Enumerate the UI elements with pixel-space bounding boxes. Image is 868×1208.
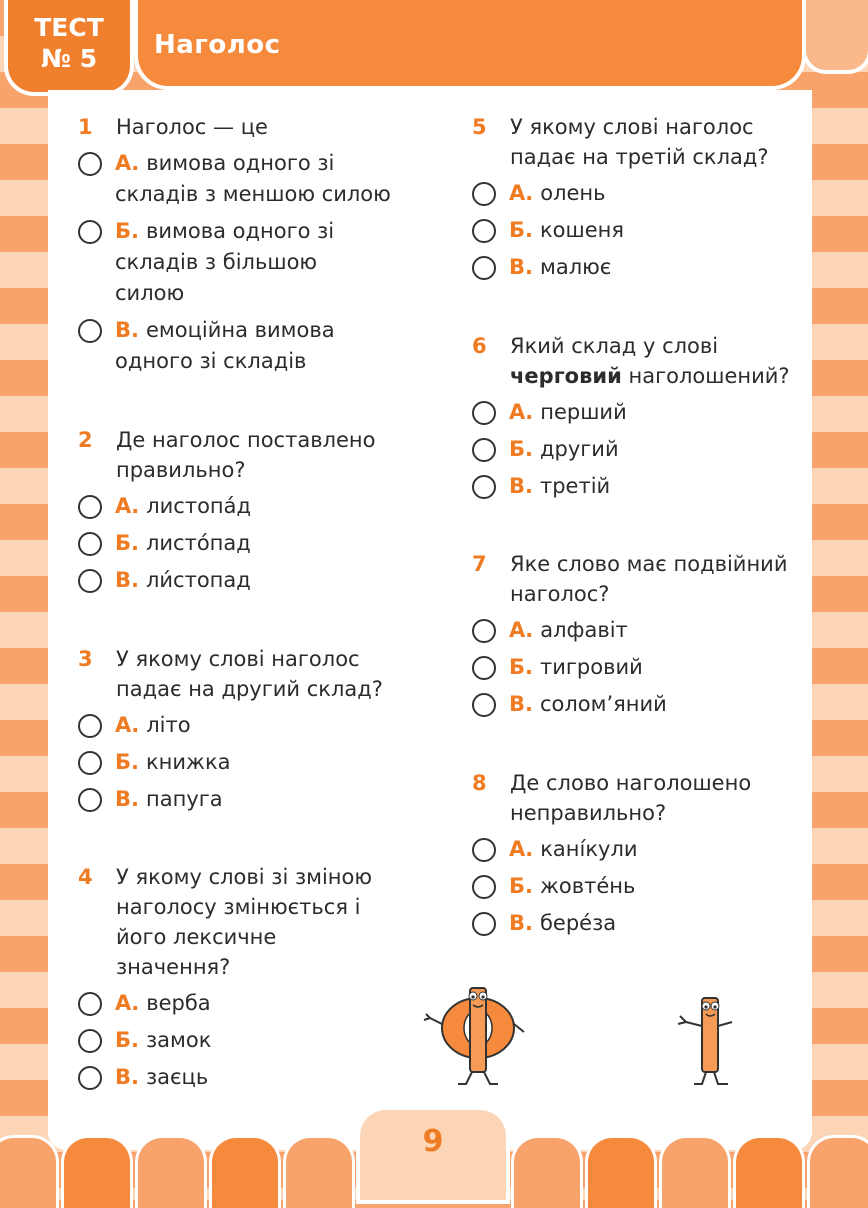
corner-tab [806,0,868,70]
bottom-tab [0,1138,56,1208]
answer-option[interactable] [472,471,802,502]
answer-option[interactable] [78,747,398,778]
radio-button[interactable] [472,656,496,680]
option-text: кані́кули [540,837,638,861]
bottom-tab [212,1138,278,1208]
option-letter: Б. [509,655,533,679]
radio-button[interactable] [472,182,496,206]
option-text: листопа́д [146,494,252,518]
radio-button[interactable] [472,438,496,462]
page-title: Наголос [154,30,281,60]
bottom-tab [736,1138,802,1208]
question-8 [472,768,792,939]
answer-option[interactable] [78,565,398,596]
option-letter: Б. [509,874,533,898]
question-2 [78,425,398,596]
option-letter: А. [115,713,140,737]
answer-option[interactable] [472,615,802,646]
question-text: У якому слові наголос падає на третій склад? [510,115,769,169]
answer-option[interactable] [472,215,792,246]
question-text-start: Який склад у слові [510,334,719,358]
radio-button[interactable] [472,693,496,717]
option-text: вимова одного зі складів з меншою силою [115,151,391,206]
question-number: 8 [472,771,487,795]
option-text: вимова одного зі складів з більшою силою [115,219,335,305]
answer-option[interactable] [78,710,398,741]
question-number: 6 [472,334,487,358]
question-text: Де слово наголошено неправильно? [510,771,752,825]
option-text: листо́пад [145,531,251,555]
option-text: літо [146,713,191,737]
radio-button[interactable] [78,220,102,244]
question-4 [78,862,398,1093]
option-letter: В. [115,787,139,811]
option-letter: А. [509,400,534,424]
answer-option[interactable] [78,1025,398,1056]
answer-option[interactable] [78,784,398,815]
option-text: третій [539,474,611,498]
question-5 [472,112,792,283]
radio-button[interactable] [78,152,102,176]
question-7 [472,549,802,720]
option-text: жовте́нь [539,874,636,898]
option-letter: В. [509,474,533,498]
radio-button[interactable] [472,256,496,280]
bottom-tab [138,1138,204,1208]
question-text: Наголос — це [116,115,268,139]
option-text: перший [540,400,627,424]
option-text: тигровий [539,655,643,679]
option-text: кошеня [539,218,625,242]
radio-button[interactable] [78,714,102,738]
question-3 [78,644,398,815]
option-letter: В. [509,692,533,716]
option-letter: А. [115,151,140,175]
option-letter: А. [509,837,534,861]
question-6 [472,331,802,502]
option-text: ли́стопад [145,568,251,592]
option-letter: А. [509,181,534,205]
radio-button[interactable] [78,495,102,519]
answer-option[interactable] [472,871,792,902]
letter-i-character [678,998,732,1084]
answer-option[interactable] [472,834,792,865]
answer-option[interactable] [78,528,398,559]
option-text: бере́за [539,911,617,935]
radio-button[interactable] [78,1066,102,1090]
radio-button[interactable] [472,219,496,243]
radio-button[interactable] [472,619,496,643]
question-text [510,331,795,391]
answer-option[interactable] [472,397,802,428]
question-text: У якому слові наголос падає на другий склад? [116,647,383,701]
bottom-tab [662,1138,728,1208]
question-number: 7 [472,552,487,576]
question-text: Яке слово має подвійний наголос? [510,552,788,606]
bottom-tab [286,1138,352,1208]
radio-button[interactable] [472,912,496,936]
option-letter: В. [115,318,139,342]
bottom-tab [514,1138,580,1208]
radio-button[interactable] [472,475,496,499]
question-number: 2 [78,428,93,452]
option-letter: Б. [509,218,533,242]
answer-option[interactable] [472,252,792,283]
option-letter: А. [509,618,534,642]
radio-button[interactable] [78,992,102,1016]
option-text: солом’яний [539,692,667,716]
option-letter: Б. [115,219,139,243]
answer-option[interactable] [78,491,398,522]
radio-button[interactable] [78,532,102,556]
radio-button[interactable] [78,788,102,812]
option-letter: В. [115,568,139,592]
option-letter: Б. [115,1028,139,1052]
radio-button[interactable] [472,838,496,862]
bold-word: черговий [510,364,622,388]
badge-label: ТЕСТ [34,13,104,42]
question-text: У якому слові зі зміною наголосу змінюється і його лексичне значення? [116,865,373,979]
answer-option[interactable] [78,216,418,309]
answer-option[interactable] [78,148,418,210]
answer-option[interactable] [472,178,792,209]
radio-button[interactable] [78,751,102,775]
option-letter: А. [115,991,140,1015]
question-number: 3 [78,647,93,671]
letter-f-character [424,988,524,1084]
bottom-tab [588,1138,654,1208]
option-letter: Б. [115,750,139,774]
answer-option[interactable] [472,434,802,465]
option-letter: В. [509,255,533,279]
bottom-tab [64,1138,130,1208]
question-text-end: наголошений? [628,364,790,388]
question-number: 1 [78,115,93,139]
letter-characters-illustration [420,980,750,1090]
option-text: папуга [145,787,223,811]
question-1 [78,112,418,377]
option-text: замок [145,1028,212,1052]
badge-number: № 5 [40,44,98,73]
answer-option[interactable] [472,689,802,720]
option-letter: А. [115,494,140,518]
question-text: Де наголос поставлено правильно? [116,428,376,482]
bottom-tab [810,1138,868,1208]
answer-option[interactable] [78,315,418,377]
option-letter: В. [509,911,533,935]
answer-option[interactable] [78,988,398,1019]
option-text: другий [539,437,619,461]
page-number-tab [360,1110,506,1200]
answer-option[interactable] [78,1062,398,1093]
option-letter: Б. [509,437,533,461]
radio-button[interactable] [472,875,496,899]
answer-option[interactable] [472,908,792,939]
radio-button[interactable] [78,319,102,343]
option-text: емоційна вимова одного зі складів [115,318,335,373]
option-text: заєць [145,1065,209,1089]
test-badge [8,0,130,92]
page-number: 9 [422,1124,444,1159]
option-text: алфавіт [540,618,628,642]
option-letter: В. [115,1065,139,1089]
option-text: книжка [145,750,231,774]
option-text: верба [146,991,211,1015]
radio-button[interactable] [78,569,102,593]
question-number: 4 [78,865,93,889]
radio-button[interactable] [78,1029,102,1053]
answer-option[interactable] [472,652,802,683]
header-bar [138,0,802,86]
option-text: малює [539,255,612,279]
radio-button[interactable] [472,401,496,425]
option-text: олень [540,181,606,205]
question-number: 5 [472,115,487,139]
option-letter: Б. [115,531,139,555]
